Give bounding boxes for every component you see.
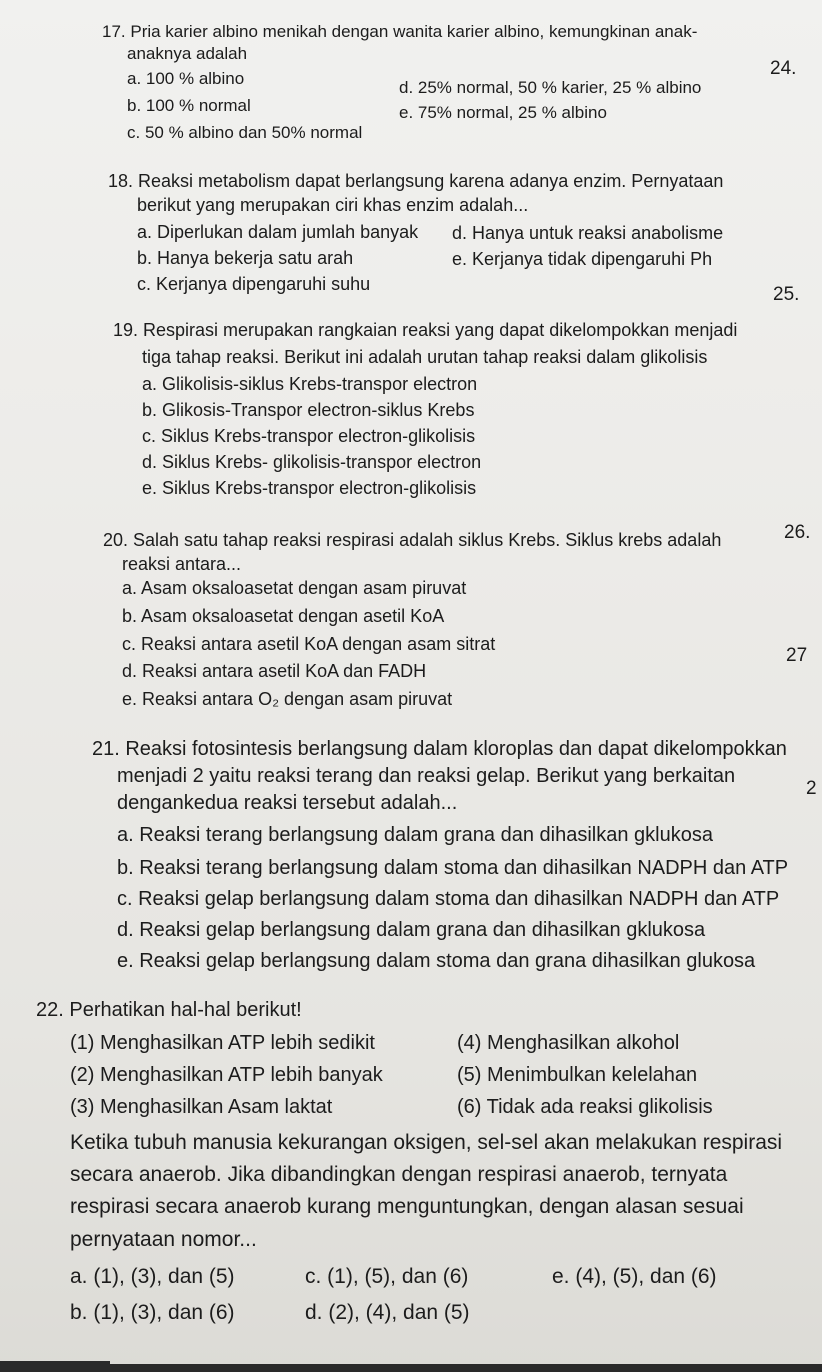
option-c: c. Reaksi antara asetil KoA dengan asam sitrat	[122, 634, 496, 654]
statement-4: (4) Menghasilkan alkohol	[457, 1032, 680, 1054]
statement-2: (2) Menghasilkan ATP lebih banyak	[70, 1064, 383, 1086]
statement-1: (1) Menghasilkan ATP lebih sedikit	[70, 1032, 375, 1054]
side-number-26: 26.	[784, 522, 811, 543]
option-e: e. Siklus Krebs-transpor electron-glikolisis	[142, 478, 477, 498]
side-number-27: 27	[786, 645, 808, 666]
option-b: b. Asam oksaloasetat dengan asetil KoA	[122, 606, 445, 626]
option-a: a. Reaksi terang berlangsung dalam grana dan dihasilkan gklukosa	[117, 824, 713, 846]
page-bottom-edge	[0, 1364, 822, 1372]
option-c: c. Reaksi gelap berlangsung dalam stoma dan dihasilkan NADPH dan ATP	[117, 888, 780, 910]
option-e: e. Reaksi gelap berlangsung dalam stoma dan grana dihasilkan glukosa	[117, 950, 756, 972]
option-a: a. Diperlukan dalam jumlah banyak	[137, 222, 419, 242]
option-e: e. 75% normal, 25 % albino	[399, 103, 607, 122]
paragraph-line: secara anaerob. Jika dibandingkan dengan respirasi anaerob, ternyata	[70, 1163, 728, 1186]
question-text: 22. Perhatikan hal-hal berikut!	[36, 999, 302, 1021]
statement-5: (5) Menimbulkan kelelahan	[457, 1064, 698, 1086]
paragraph-line: respirasi secara anaerob kurang menguntungkan, dengan alasan sesuai	[70, 1195, 744, 1218]
option-e: e. Reaksi antara O₂ dengan asam piruvat	[122, 689, 453, 709]
question-text: 21. Reaksi fotosintesis berlangsung dalam kloroplas dan dapat dikelompokkan	[92, 738, 787, 760]
question-text: dengankedua reaksi tersebut adalah...	[117, 792, 458, 814]
option-a: a. 100 % albino	[127, 69, 245, 88]
option-e: e. Kerjanya tidak dipengaruhi Ph	[452, 249, 713, 269]
paragraph-line: Ketika tubuh manusia kekurangan oksigen, sel-sel akan melakukan respirasi	[70, 1131, 783, 1154]
question-text: menjadi 2 yaitu reaksi terang dan reaksi gelap. Berikut yang berkaitan	[117, 765, 736, 787]
side-number-24: 24.	[770, 58, 797, 79]
question-text: berikut yang merupakan ciri khas enzim adalah...	[137, 195, 529, 215]
option-d: d. Hanya untuk reaksi anabolisme	[452, 223, 724, 243]
option-b: b. 100 % normal	[127, 96, 251, 115]
option-c: c. 50 % albino dan 50% normal	[127, 123, 363, 142]
statement-3: (3) Menghasilkan Asam laktat	[70, 1096, 333, 1118]
option-a: a. Asam oksaloasetat dengan asam piruvat	[122, 578, 467, 598]
question-text: 19. Respirasi merupakan rangkaian reaksi yang dapat dikelompokkan menjadi	[113, 320, 738, 340]
option-b: b. Glikosis-Transpor electron-siklus Krebs	[142, 400, 475, 420]
option-d: d. Siklus Krebs- glikolisis-transpor electron	[142, 452, 482, 472]
question-text: 17. Pria karier albino menikah dengan wanita karier albino, kemungkinan anak-	[102, 22, 698, 41]
question-text: anaknya adalah	[127, 44, 248, 63]
option-b: b. Reaksi terang berlangsung dalam stoma dan dihasilkan NADPH dan ATP	[117, 857, 789, 879]
paragraph-line: pernyataan nomor...	[70, 1228, 257, 1251]
option-b: b. (1), (3), dan (6)	[70, 1301, 235, 1324]
option-c: c. Siklus Krebs-transpor electron-glikolisis	[142, 426, 476, 446]
option-c: c. (1), (5), dan (6)	[305, 1265, 469, 1288]
statement-6: (6) Tidak ada reaksi glikolisis	[457, 1096, 713, 1118]
option-a: a. Glikolisis-siklus Krebs-transpor electron	[142, 374, 478, 394]
question-text: 20. Salah satu tahap reaksi respirasi adalah siklus Krebs. Siklus krebs adalah	[103, 530, 722, 550]
option-d: d. Reaksi antara asetil KoA dan FADH	[122, 661, 427, 681]
option-d: d. (2), (4), dan (5)	[305, 1301, 470, 1324]
option-a: a. (1), (3), dan (5)	[70, 1265, 235, 1288]
question-text: 18. Reaksi metabolism dapat berlangsung karena adanya enzim. Pernyataan	[108, 171, 724, 191]
option-e: e. (4), (5), dan (6)	[552, 1265, 717, 1288]
option-b: b. Hanya bekerja satu arah	[137, 248, 354, 268]
side-number-2: 2	[806, 778, 817, 799]
option-c: c. Kerjanya dipengaruhi suhu	[137, 274, 371, 294]
question-text: tiga tahap reaksi. Berikut ini adalah urutan tahap reaksi dalam glikolisis	[142, 347, 708, 367]
question-text: reaksi antara...	[122, 554, 242, 574]
option-d: d. Reaksi gelap berlangsung dalam grana dan dihasilkan gklukosa	[117, 919, 706, 941]
option-d: d. 25% normal, 50 % karier, 25 % albino	[399, 78, 702, 97]
side-number-25: 25.	[773, 284, 800, 305]
